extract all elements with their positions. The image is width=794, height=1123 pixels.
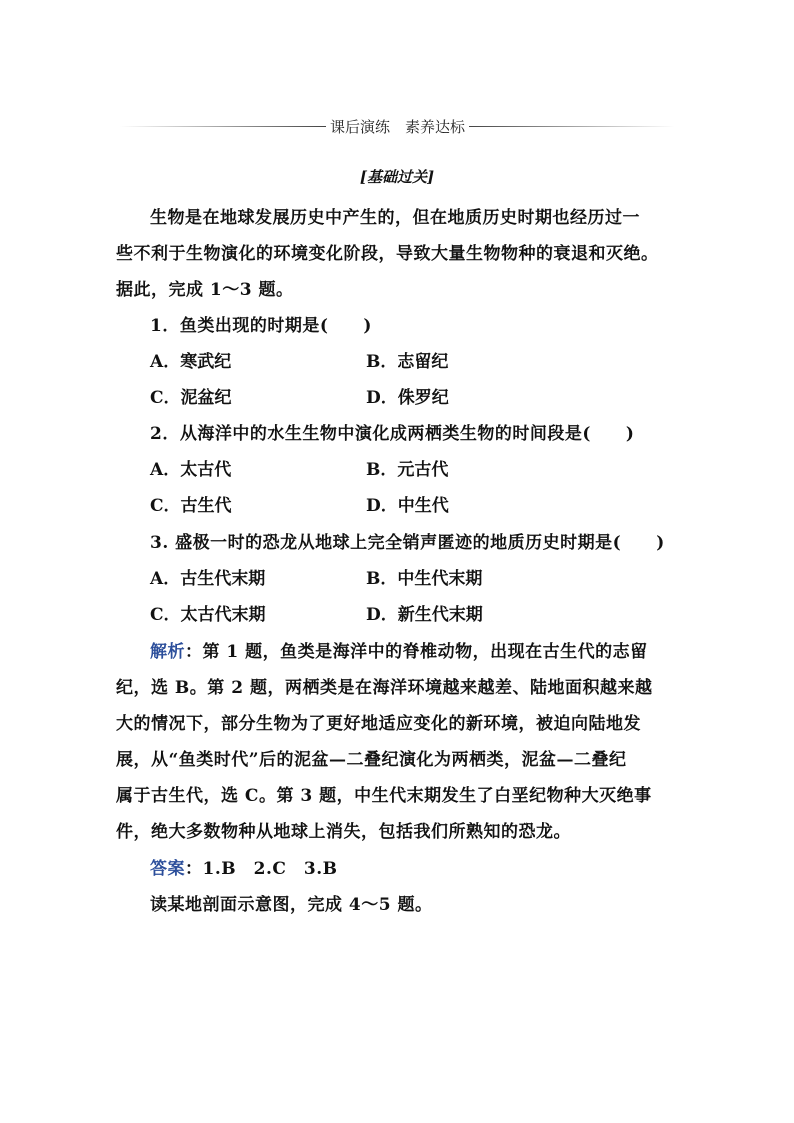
section-title: [基础过关]: [359, 168, 435, 186]
answer-label: 答案: [150, 859, 185, 879]
question-3-option-d: D．新生代末期: [366, 605, 483, 625]
question-1-option-a: A．寒武纪: [150, 352, 232, 372]
analysis-line-5: 属于古生代，选 C。第 3 题，中生代末期发生了白垩纪物种大灭绝事: [116, 786, 652, 806]
header-title: 课后演练 素养达标: [330, 117, 466, 136]
analysis-label: 解析: [150, 642, 185, 662]
header-rule-left: [120, 126, 326, 127]
analysis-first-text: ：第 1 题，鱼类是海洋中的脊椎动物，出现在古生代的志留: [185, 642, 648, 662]
analysis-line-1: [150, 641, 648, 663]
intro-line-3: 据此，完成 1～3 题。: [116, 280, 294, 300]
intro-line-1: 生物是在地球发展历史中产生的，但在地质历史时期也经历过一: [150, 208, 640, 228]
question-3-stem: 3. 盛极一时的恐龙从地球上完全销声匿迹的地质历史时期是( ): [150, 533, 665, 553]
question-1-option-c: C．泥盆纪: [150, 388, 232, 408]
analysis-line-2: 纪，选 B。第 2 题，两栖类是在海洋环境越来越差、陆地面积越来越: [116, 678, 653, 698]
analysis-line-4: 展，从“鱼类时代”后的泥盆—二叠纪演化为两栖类，泥盆—二叠纪: [116, 750, 627, 770]
answer-line: [150, 858, 338, 880]
question-2-option-a: A．太古代: [150, 460, 232, 480]
analysis-line-3: 大的情况下，部分生物为了更好地适应变化的新环境，被迫向陆地发: [116, 714, 641, 734]
question-2-option-b: B．元古代: [366, 460, 449, 480]
question-2-option-d: D．中生代: [366, 496, 449, 516]
header-rule-right: [469, 126, 675, 127]
question-2-stem: 2．从海洋中的水生生物中演化成两栖类生物的时间段是( ): [150, 424, 635, 444]
question-3-option-a: A．古生代末期: [150, 569, 266, 589]
analysis-line-6: 件，绝大多数物种从地球上消失，包括我们所熟知的恐龙。: [116, 822, 571, 842]
question-3-option-c: C．太古代末期: [150, 605, 266, 625]
answer-text: ：1.B 2.C 3.B: [185, 859, 338, 879]
intro-line-2: 些不利于生物演化的环境变化阶段，导致大量生物物种的衰退和灭绝。: [116, 244, 659, 264]
question-2-option-c: C．古生代: [150, 496, 232, 516]
question-1-stem: 1．鱼类出现的时期是( ): [150, 316, 372, 336]
page-header: [120, 115, 675, 137]
next-prompt: 读某地剖面示意图，完成 4～5 题。: [150, 895, 433, 915]
question-3-option-b: B．中生代末期: [366, 569, 483, 589]
question-1-option-b: B．志留纪: [366, 352, 449, 372]
question-1-option-d: D．侏罗纪: [366, 388, 449, 408]
